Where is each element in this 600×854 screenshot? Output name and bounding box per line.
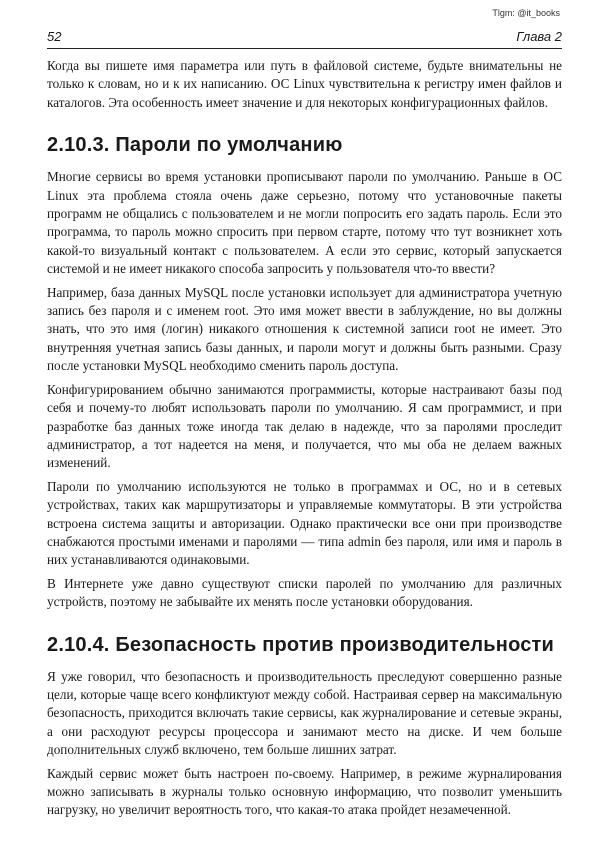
- paragraph: Например, база данных MySQL после установки использует для администратора учетную запись без пароля и с именем root. Это имя может ввести в заблуждение, но вы должны знать, что это имя (логин) никакого отношения к системной записи root не имеет. Это внутренняя учетная запись базы данных, и пароли могут и должны быть разными. Сразу после установки MySQL необходимо сменить пароль доступа.: [47, 284, 562, 374]
- intro-paragraph: Когда вы пишете имя параметра или путь в файловой системе, будьте внимательны не только к словам, но и к их написанию. ОС Linux чувствительна к регистру имен файлов и каталогов. Эта особенность имеет значение и для некоторых конфигурационных файлов.: [47, 58, 562, 110]
- paragraph: В Интернете уже давно существуют списки паролей по умолчанию для различных устройств, поэтому не забывайте их менять после установки оборудования.: [47, 575, 562, 610]
- running-header: [47, 26, 562, 49]
- paragraph: Я уже говорил, что безопасность и производительность преследуют совершенно разные цели, которые чаще всего конфликтуют между собой. Настраивая сервер на максимальную безопасность, приходится включать такие сервисы, как журналирование и сетевые экраны, а они расходуют ресурсы процессора и занимают место на диске. И чем больше дополнительных служб включено, тем больше лишних затрат.: [47, 668, 562, 758]
- page-body: [47, 57, 562, 825]
- watermark: Tlgm: @it_books: [492, 8, 560, 18]
- chapter-title: Глава 2: [516, 29, 562, 44]
- paragraph: Каждый сервис может быть настроен по-своему. Например, в режиме журналирования можно записывать в журналы только основную информацию, что позволит уменьшить нагрузку, но увеличит вероятность того, что какая-то атака пройдет незамеченной.: [47, 765, 562, 818]
- paragraph: Конфигурированием обычно занимаются программисты, которые настраивают базы под себя и почему-то любят использовать пароли по умолчанию. Я сам программист, и при разработке баз данных тоже иногда так делаю в надежде, что за паролями проследит администратор, а тот надеется на меня, и получается, что мы оба не делаем важных изменений.: [47, 381, 562, 471]
- paragraph: Многие сервисы во время установки прописывают пароли по умолчанию. Раньше в ОС Linux эта проблема стояла очень даже серьезно, потому что установочные пакеты программ не общались с пользователем и не могли попросить его задать пароль. Если это программа, то пароль можно спросить при первом старте, потому что тут возникнет хоть какой-то визуальный контакт с пользователем. А если это сервис, который запускается системой и не имеет никакого способа запросить у пользователя что-то ввести?: [47, 169, 562, 277]
- page-number: 52: [47, 29, 62, 44]
- section-heading-default-passwords: 2.10.3. Пароли по умолчанию: [47, 134, 343, 157]
- section-heading-security-vs-performance: 2.10.4. Безопасность против производительности: [47, 633, 555, 656]
- paragraph: Пароли по умолчанию используются не только в программах и ОС, но и в сетевых устройствах, таких как маршрутизаторы и управляемые коммутаторы. В эти устройства встроена система защиты и авторизации. Однако практически все они при производстве снабжаются простыми именами и паролями — типа admin без пароля, или имя и пароль в них устанавливаются одинаковыми.: [47, 478, 562, 568]
